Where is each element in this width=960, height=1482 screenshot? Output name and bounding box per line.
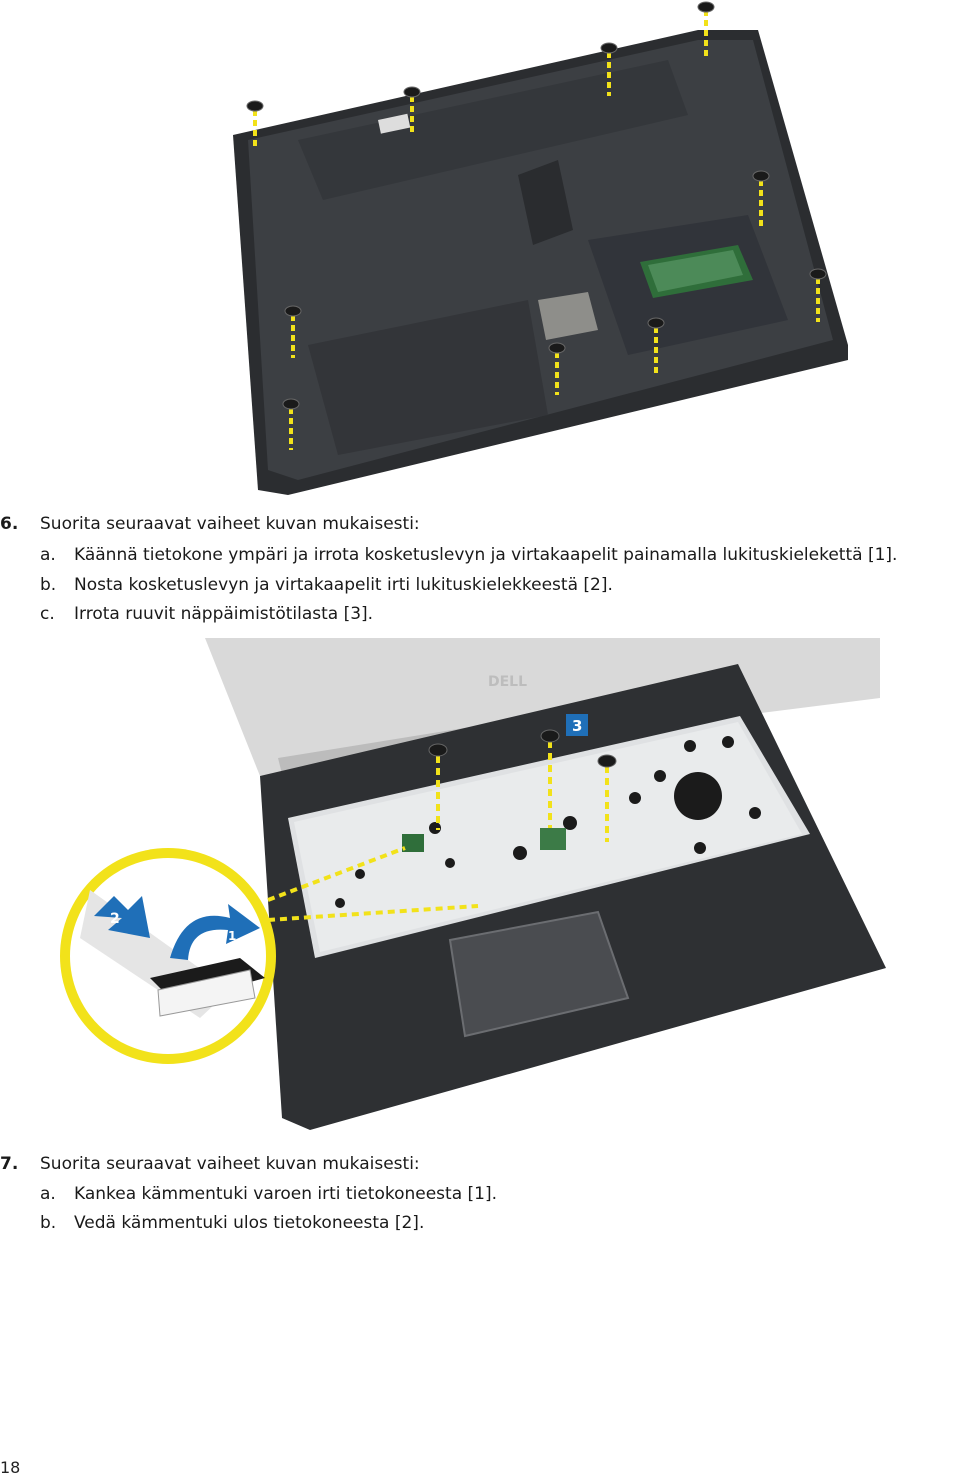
step-text: Suorita seuraavat vaiheet kuvan mukaisesti: [40,514,420,534]
screw-icon [404,87,420,97]
substep-7b: b. Vedä kämmentuki ulos tietokoneesta [2]. [40,1213,425,1233]
screw-icon [598,755,616,767]
substep-7a: a. Kankea kämmentuki varoen irti tietokoneesta [1]. [40,1184,497,1204]
screw-icon [429,744,447,756]
screw-icon [698,2,714,12]
screw-icon [810,269,826,279]
screw-icon [601,43,617,53]
callout-1-label: 1 [228,929,237,943]
page-number: 18 [0,1458,21,1477]
screw-icon [549,343,565,353]
palmrest-figure [50,638,890,1134]
screw-icon [283,399,299,409]
step-text: Suorita seuraavat vaiheet kuvan mukaisesti: [40,1154,420,1174]
laptop-bottom-figure [228,0,858,498]
callout-2-label: 2 [110,911,120,927]
keyboard-connector [540,828,566,850]
screw-icon [753,171,769,181]
screw-icon [541,730,559,742]
screw-icon [247,101,263,111]
step-number: 6. [0,514,19,534]
substep-6c: c. Irrota ruuvit näppäimistötilasta [3]. [40,604,374,624]
substep-6a: a. Käännä tietokone ympäri ja irrota kosketuslevyn ja virtakaapelit painamalla lukituskielekettä [1]. [40,545,898,565]
screw-icon [648,318,664,328]
dell-logo: DELL [488,674,528,690]
substep-6b: b. Nosta kosketuslevyn ja virtakaapelit irti lukituskielekkeestä [2]. [40,575,613,595]
step-number: 7. [0,1154,19,1174]
screw-icon [285,306,301,316]
callout-3-label: 3 [572,717,583,735]
